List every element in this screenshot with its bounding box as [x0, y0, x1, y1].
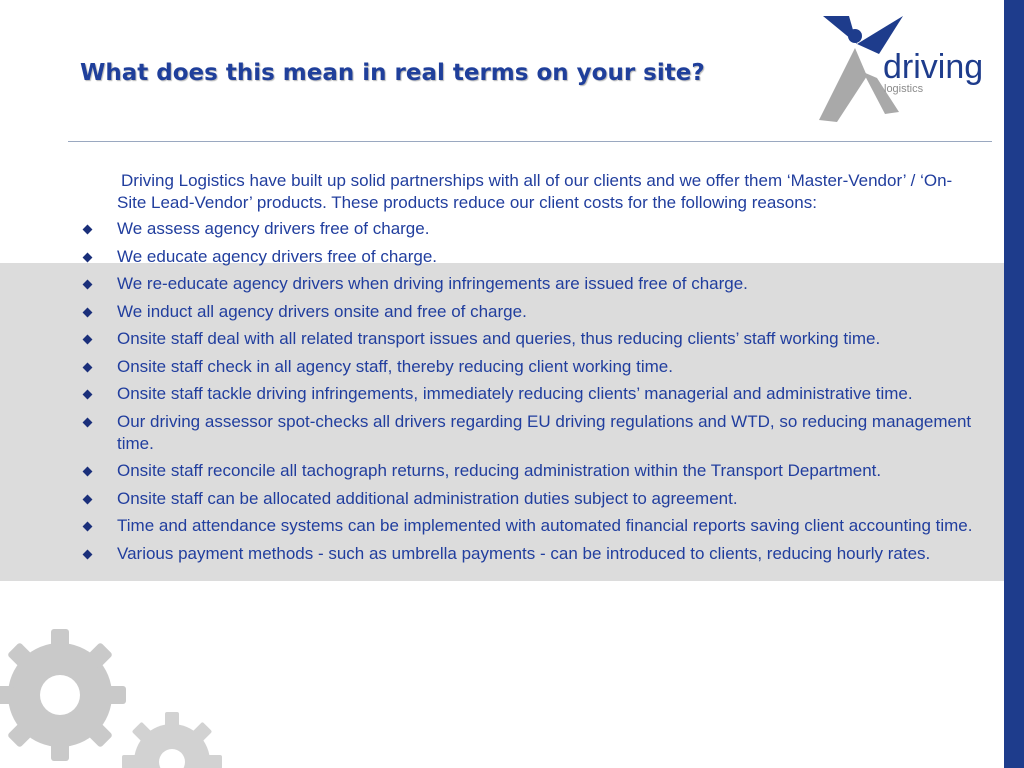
- slide-title: What does this mean in real terms on your site?: [80, 60, 705, 86]
- diamond-bullet-icon: [83, 549, 93, 559]
- list-item-text: Onsite staff deal with all related transport issues and queries, thus reducing clients’ staff working time.: [117, 329, 881, 348]
- diamond-bullet-icon: [83, 417, 93, 427]
- list-item-text: Onsite staff check in all agency staff, thereby reducing client working time.: [117, 356, 673, 376]
- driving-logistics-logo: [815, 14, 995, 126]
- list-item: [80, 488, 980, 510]
- diamond-bullet-icon: [83, 467, 93, 477]
- diamond-bullet-icon: [83, 335, 93, 345]
- list-item: [80, 246, 980, 268]
- title-divider: [68, 141, 992, 142]
- list-item: [80, 543, 980, 565]
- diamond-bullet-icon: [83, 252, 93, 262]
- list-item-text: Onsite staff tackle driving infringements, immediately reducing clients’ managerial and administrative time.: [117, 384, 913, 403]
- list-item: [80, 356, 980, 378]
- list-item: [80, 328, 980, 350]
- diamond-bullet-icon: [83, 307, 93, 317]
- intro-paragraph: Driving Logistics have built up solid partnerships with all of our clients and we offer them ‘Master-Vendor’ / ‘On-Site Lead-Vendor’ products. These products reduce our client costs for the following reasons:: [117, 171, 953, 212]
- list-item: [80, 383, 980, 405]
- list-item: [80, 218, 980, 240]
- gears-decoration-icon: [0, 600, 230, 768]
- list-item-text: We assess agency drivers free of charge.: [117, 219, 430, 238]
- diamond-bullet-icon: [83, 280, 93, 290]
- list-item: [80, 460, 980, 482]
- diamond-bullet-icon: [83, 390, 93, 400]
- list-item: [80, 273, 980, 295]
- list-item-text: Onsite staff can be allocated additional administration duties subject to agreement.: [117, 488, 738, 508]
- slide-body: [80, 170, 980, 570]
- diamond-bullet-icon: [83, 522, 93, 532]
- list-item-text: Time and attendance systems can be implemented with automated financial reports saving client accounting time.: [117, 516, 973, 535]
- logo-subword: logistics: [884, 83, 924, 95]
- diamond-bullet-icon: [83, 225, 93, 235]
- list-item: [80, 515, 980, 537]
- list-item-text: Our driving assessor spot-checks all drivers regarding EU driving regulations and WTD, so reducing management time.: [117, 411, 972, 453]
- diamond-bullet-icon: [83, 494, 93, 504]
- right-accent-bar: [1004, 0, 1024, 768]
- list-item-text: Various payment methods - such as umbrella payments - can be introduced to clients, reducing hourly rates.: [117, 543, 931, 563]
- list-item-text: Onsite staff reconcile all tachograph returns, reducing administration within the Transport Department.: [117, 461, 882, 480]
- logo-word: driving: [883, 48, 984, 86]
- diamond-bullet-icon: [83, 362, 93, 372]
- list-item-text: We educate agency drivers free of charge.: [117, 246, 438, 266]
- list-item: [80, 411, 980, 455]
- bullet-list: [80, 218, 980, 565]
- list-item: [80, 301, 980, 323]
- list-item-text: We re-educate agency drivers when driving infringements are issued free of charge.: [117, 274, 748, 293]
- list-item-text: We induct all agency drivers onsite and free of charge.: [117, 301, 527, 321]
